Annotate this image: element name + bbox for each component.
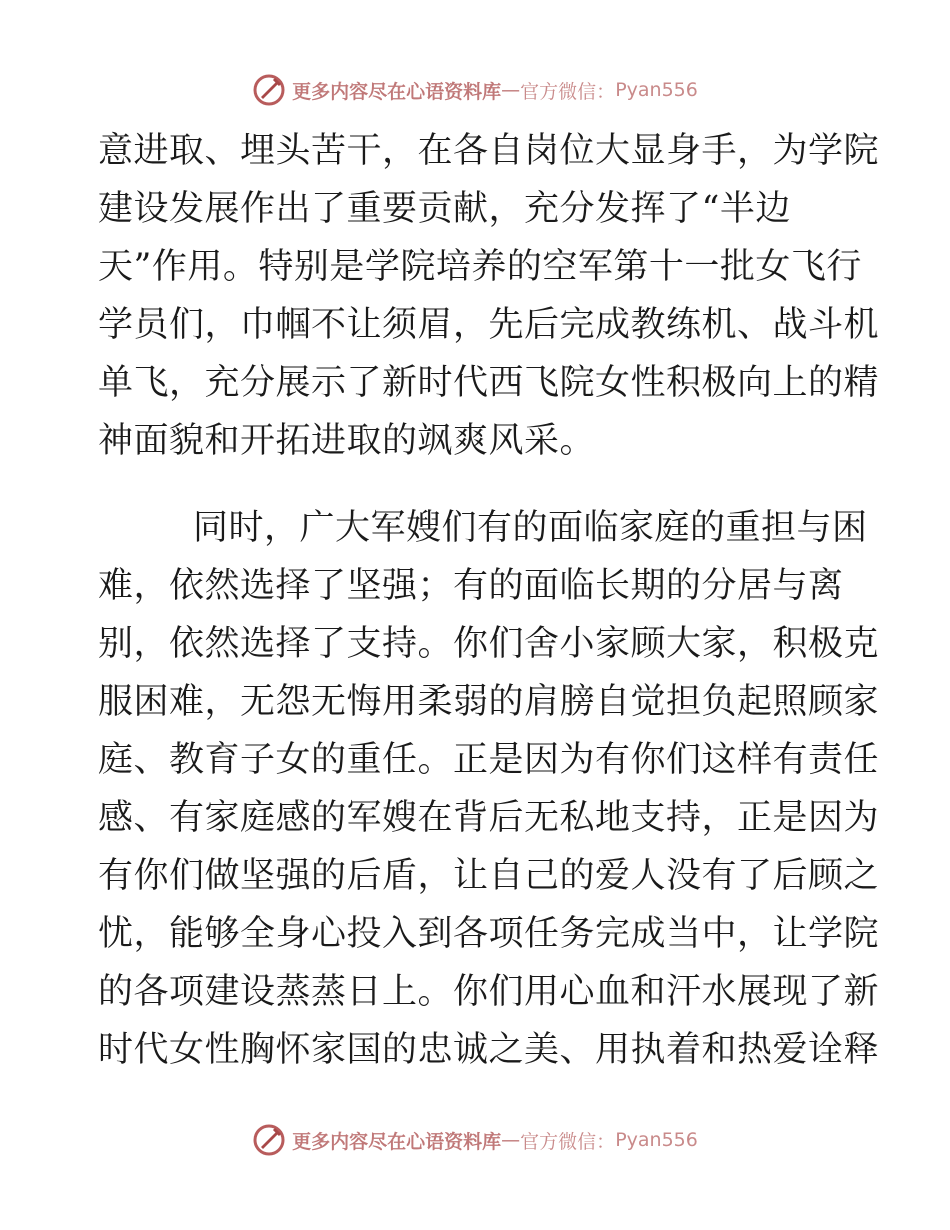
text-line: 单飞，充分展示了新时代西飞院女性积极向上的精 [98, 363, 880, 403]
text-line: 难，依然选择了坚强；有的面临长期的分居与离 [98, 566, 844, 606]
text-line: 的各项建设蒸蒸日上。你们用心血和汗水展现了新 [98, 972, 880, 1012]
banner-wechat-label: 官方微信： [520, 1130, 616, 1153]
text-line: 感、有家庭感的军嫂在背后无私地支持，正是因为 [98, 798, 880, 838]
text-line: 庭、教育子女的重任。正是因为有你们这样有责任 [98, 740, 880, 780]
text-line: 别，依然选择了支持。你们舍小家顾大家，积极克 [98, 624, 880, 664]
banner-brand-text: 更多内容尽在心语资料库 [292, 1130, 502, 1153]
text-line: 同时，广大军嫂们有的面临家庭的重担与困 [193, 508, 868, 548]
header-watermark-banner [0, 70, 950, 110]
text-line: 服困难，无怨无悔用柔弱的肩膀自觉担负起照顾家 [98, 682, 880, 722]
banner-wechat-id: Pyan556 [615, 79, 698, 101]
text-line: 忧，能够全身心投入到各项任务完成当中，让学院 [98, 914, 880, 954]
quill-logo-icon [252, 73, 286, 107]
banner-brand-text: 更多内容尽在心语资料库 [292, 80, 502, 103]
text-line: 时代女性胸怀家国的忠诚之美、用执着和热爱诠释 [98, 1030, 880, 1070]
paragraph-gap [98, 470, 858, 499]
footer-watermark-banner [0, 1120, 950, 1160]
quill-logo-icon [252, 1123, 286, 1157]
text-line: 建设发展作出了重要贡献，充分发挥了“半边 [98, 189, 791, 229]
text-line: 有你们做坚强的后盾，让自己的爱人没有了后顾之 [98, 856, 880, 896]
document-body [98, 122, 880, 1079]
text-line: 学员们，巾帼不让须眉，先后完成教练机、战斗机 [98, 305, 880, 345]
text-line: 天”作用。特别是学院培养的空军第十一批女飞行 [98, 247, 862, 287]
banner-separator: — [501, 79, 521, 101]
banner-wechat-id: Pyan556 [615, 1129, 698, 1151]
text-line: 神面貌和开拓进取的飒爽风采。 [98, 421, 596, 461]
text-line: 意进取、埋头苦干，在各自岗位大显身手，为学院 [98, 131, 880, 171]
banner-wechat-label: 官方微信： [520, 80, 616, 103]
banner-separator: — [501, 1129, 521, 1151]
